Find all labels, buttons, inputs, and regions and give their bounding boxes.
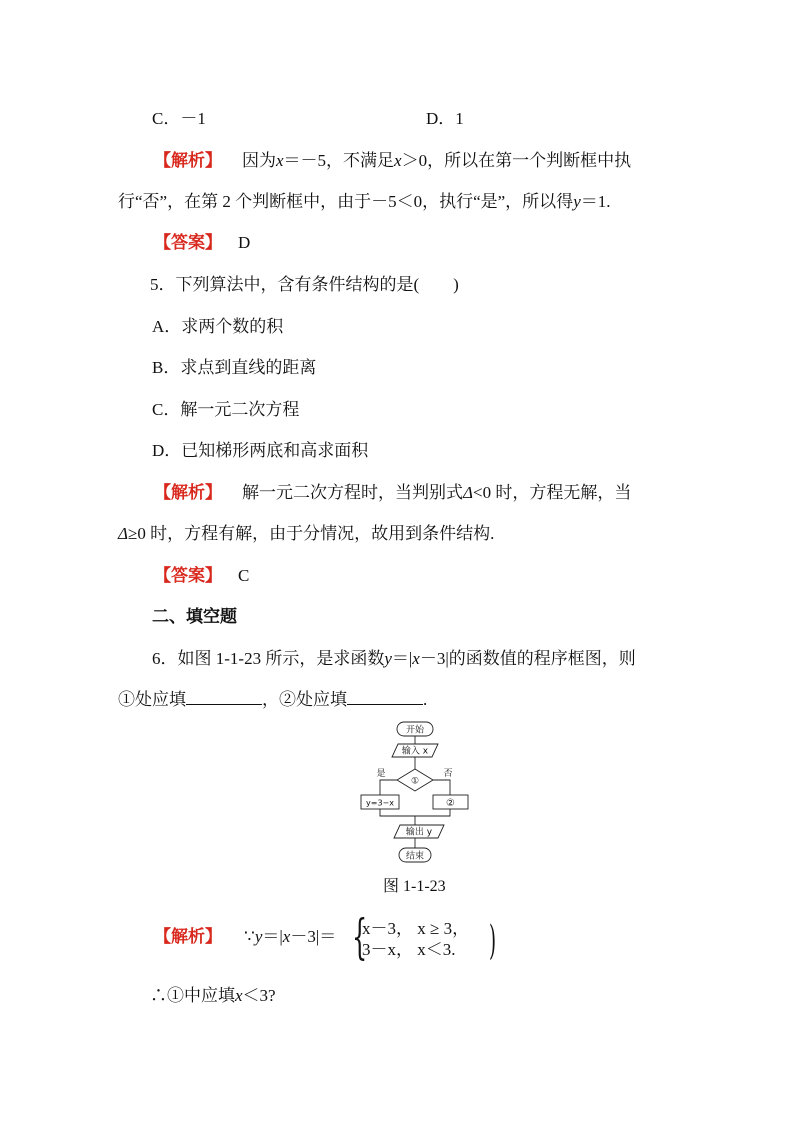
q5-answer: 【答案】 C — [154, 566, 250, 585]
flowchart-end-label: 结束 — [405, 851, 425, 862]
flowchart-right-label: ② — [446, 798, 455, 809]
right-paren: ) — [489, 918, 497, 964]
q6-conclusion: ∴①中应填x＜3? — [150, 986, 276, 1005]
q5-option-b: B．求点到直线的距离 — [152, 358, 317, 377]
piecewise-function — [352, 909, 502, 965]
q5-option-a: A．求两个数的积 — [152, 317, 284, 336]
answer-tag: 【答案】 — [154, 566, 222, 585]
flowchart-no-label: 否 — [443, 769, 453, 779]
case-1: x－3， x ≥ 3， — [362, 919, 470, 938]
q5-option-d: D．已知梯形两底和高求面积 — [152, 441, 369, 460]
flowchart-decision-label: ① — [410, 776, 420, 787]
q5-solution-line2: Δ≥0 时，方程有解，由于分情况，故用到条件结构. — [118, 524, 495, 543]
section-title: 二、填空题 — [152, 607, 237, 626]
case-2: 3－x， x＜3. — [362, 940, 456, 959]
flowchart-output-label: 输出 y — [405, 827, 433, 838]
flowchart-left-label: y=3−x — [366, 798, 394, 808]
q6-stem-line2: ①处应填 ，②处应填 . — [118, 690, 428, 709]
answer-tag: 【答案】 — [154, 233, 222, 252]
q4-answer: 【答案】 D — [154, 233, 251, 252]
jiexi-tag: 【解析】 — [154, 483, 222, 502]
flowchart-input-label: 输入 x — [401, 746, 429, 757]
blank-2[interactable] — [347, 690, 423, 705]
jiexi-tag: 【解析】 — [154, 927, 222, 946]
left-brace: { — [352, 909, 368, 965]
q4-solution-line1: 【解析】 因为x＝－5，不满足x＞0，所以在第一个判断框中执 — [154, 151, 632, 170]
option-c: C．－1 — [152, 109, 206, 128]
flowchart — [350, 718, 480, 868]
figure-caption: 图 1-1-23 — [383, 878, 446, 895]
q5-option-c: C．解一元二次方程 — [152, 400, 300, 419]
q5-solution-line1: 【解析】 解一元二次方程时，当判别式Δ<0 时，方程无解，当 — [154, 483, 632, 502]
flowchart-yes-label: 是 — [376, 769, 386, 779]
q4-solution-line2: 行“否”，在第 2 个判断框中，由于－5＜0，执行“是”，所以得y＝1. — [118, 192, 611, 211]
q5-stem: 5．下列算法中，含有条件结构的是( ) — [150, 275, 459, 294]
jiexi-tag: 【解析】 — [154, 151, 222, 170]
q6-solution-line1: 【解析】 ∵y＝|x－3|＝ — [154, 927, 337, 946]
option-d: D．1 — [426, 109, 464, 128]
flowchart-start-label: 开始 — [405, 725, 425, 736]
blank-1[interactable] — [186, 690, 262, 705]
q6-stem: 6．如图 1-1-23 所示，是求函数y＝|x－3|的函数值的程序框图，则 — [152, 649, 636, 668]
